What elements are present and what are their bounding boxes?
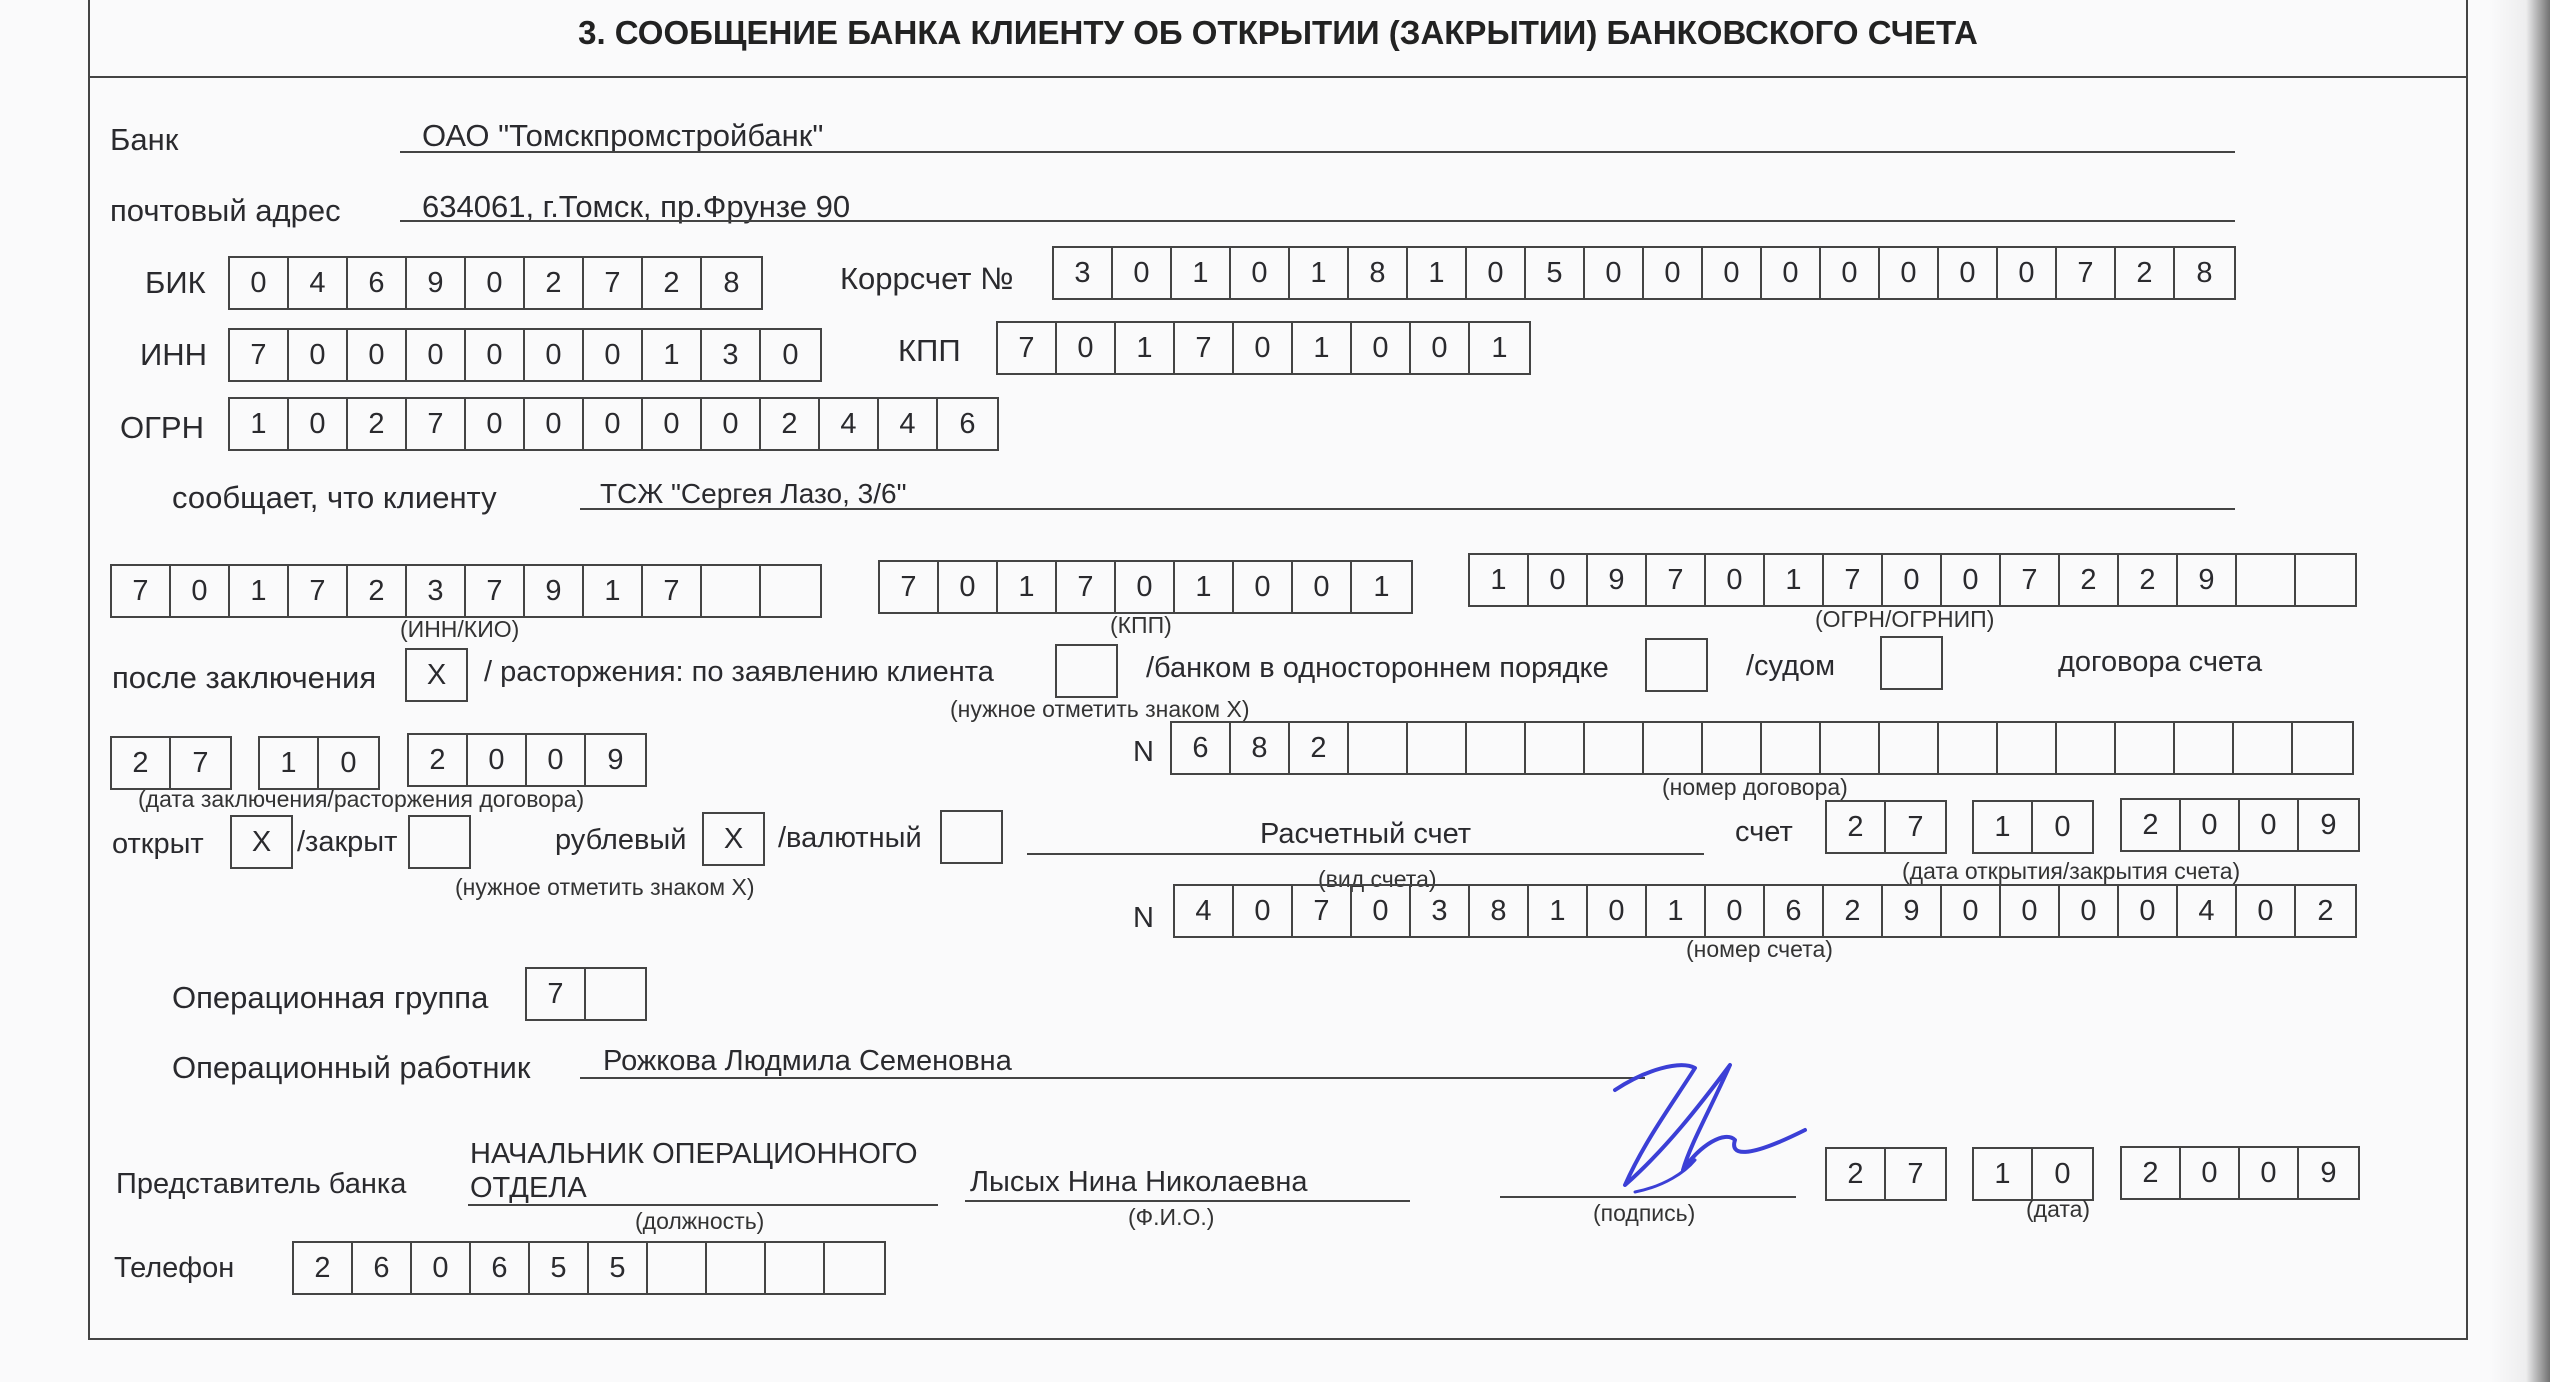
contract-date-day xyxy=(110,736,232,790)
account-label: счет xyxy=(1735,816,1793,848)
checkbox-mark: X xyxy=(723,822,744,855)
digit-cell: 0 xyxy=(2181,1148,2240,1198)
digit-cell: 0 xyxy=(1706,555,1765,605)
digit-cell: 0 xyxy=(1234,886,1293,936)
bik-cells xyxy=(228,256,763,310)
digit-cell: 1 xyxy=(643,330,702,380)
digit-cell: 6 xyxy=(471,1243,530,1293)
digit-cell: 1 xyxy=(584,566,643,616)
digit-cell xyxy=(2234,723,2293,773)
after-label: после заключения xyxy=(112,660,377,695)
op-worker-underline xyxy=(580,1077,1645,1079)
digit-cell: 6 xyxy=(353,1243,412,1293)
digit-cell: 0 xyxy=(702,399,761,449)
contract-date-caption: (дата заключения/расторжения договора) xyxy=(138,786,585,812)
rep-name-underline xyxy=(965,1200,1410,1202)
digit-cell: 2 xyxy=(761,399,820,449)
opened-checkbox[interactable] xyxy=(230,815,293,869)
signature-caption: (подпись) xyxy=(1593,1200,1696,1226)
digit-cell: 1 xyxy=(1974,802,2033,852)
digit-cell: 0 xyxy=(407,330,466,380)
digit-cell: 3 xyxy=(702,330,761,380)
digit-cell: 0 xyxy=(340,746,357,779)
checkbox-mark xyxy=(1882,638,1941,688)
bank-underline xyxy=(400,151,2235,153)
digit-cell: 0 xyxy=(1234,323,1293,373)
ogrn-label: ОГРН xyxy=(120,410,204,445)
contract-label: договора счета xyxy=(2058,646,2263,678)
client-value: ТСЖ "Сергея Лазо, 3/6" xyxy=(600,478,907,509)
digit-cell: 7 xyxy=(527,969,586,1019)
digit-cell: 7 xyxy=(584,258,643,308)
digit-cell: 9 xyxy=(2320,808,2337,841)
rep-date-month xyxy=(1972,1147,2094,1201)
digit-cell: 0 xyxy=(584,399,643,449)
form-title: 3. СООБЩЕНИЕ БАНКА КЛИЕНТУ ОБ ОТКРЫТИИ (ЗАКРЫТИИ) БАНКОВСКОГО СЧЕТА xyxy=(578,14,1978,51)
digit-cell: 0 xyxy=(412,1243,471,1293)
digit-cell: 0 xyxy=(289,399,348,449)
address-value: 634061, г.Томск, пр.Фрунзе 90 xyxy=(422,189,851,224)
checkbox-mark: X xyxy=(426,658,447,691)
digit-cell xyxy=(1703,723,1762,773)
digit-cell: 8 xyxy=(1349,248,1408,298)
digit-cell: 0 xyxy=(527,735,586,785)
digit-cell: 7 xyxy=(230,330,289,380)
digit-cell: 0 xyxy=(171,566,230,616)
address-label: почтовый адрес xyxy=(110,193,341,228)
digit-cell xyxy=(1526,723,1585,773)
digit-cell: 7 xyxy=(880,562,939,612)
digit-cell: 0 xyxy=(1939,248,1998,298)
digit-cell: 1 xyxy=(1647,886,1706,936)
account-date-day xyxy=(1825,800,1947,854)
digit-cell: 0 xyxy=(643,399,702,449)
digit-cell xyxy=(1939,723,1998,773)
inn-label: ИНН xyxy=(140,337,208,372)
digit-cell: 4 xyxy=(289,258,348,308)
digit-cell: 7 xyxy=(1824,555,1883,605)
digit-cell: 7 xyxy=(112,566,171,616)
digit-cell: 0 xyxy=(1529,555,1588,605)
digit-cell: 7 xyxy=(407,399,466,449)
digit-cell: 7 xyxy=(466,566,525,616)
account-type-caption: (вид счета) xyxy=(1318,866,1437,892)
kpp-cells xyxy=(996,321,1531,375)
digit-cell: 9 xyxy=(2178,555,2237,605)
digit-cell: 7 xyxy=(643,566,702,616)
rep-date-year xyxy=(2120,1146,2360,1200)
digit-cell: 7 xyxy=(2001,555,2060,605)
digit-cell: 1 xyxy=(1116,323,1175,373)
digit-cell: 0 xyxy=(1942,555,2001,605)
rep-position-line1: НАЧАЛЬНИК ОПЕРАЦИОННОГО xyxy=(470,1138,918,1170)
digit-cell: 2 xyxy=(1824,886,1883,936)
closed-checkbox[interactable] xyxy=(408,815,471,869)
digit-cell: 0 xyxy=(1762,248,1821,298)
client-underline xyxy=(580,508,2235,510)
digit-cell: 0 xyxy=(1644,248,1703,298)
digit-cell: 7 xyxy=(1907,1157,1924,1190)
digit-cell: 0 xyxy=(466,258,525,308)
by-bank-label: /банком в одностороннем порядке xyxy=(1146,652,1609,684)
rep-date-day xyxy=(1825,1147,1947,1201)
bank-label: Банк xyxy=(110,122,179,157)
digit-cell xyxy=(2175,723,2234,773)
digit-cell xyxy=(766,1243,825,1293)
termination-label: / расторжения: по заявлению клиента xyxy=(484,656,994,688)
contract-number-cells xyxy=(1170,721,2354,775)
digit-cell: 4 xyxy=(820,399,879,449)
digit-cell: 0 xyxy=(1234,562,1293,612)
digit-cell: 0 xyxy=(2240,1148,2299,1198)
account-number-caption: (номер счета) xyxy=(1686,936,1833,962)
corr-label: Коррсчет № xyxy=(840,261,1014,296)
digit-cell: 1 xyxy=(1175,562,1234,612)
digit-cell: 9 xyxy=(525,566,584,616)
digit-cell: 2 xyxy=(409,735,468,785)
digit-cell: 0 xyxy=(468,735,527,785)
digit-cell: 0 xyxy=(1588,886,1647,936)
digit-cell: 2 xyxy=(643,258,702,308)
digit-cell xyxy=(648,1243,707,1293)
rep-name-caption: (Ф.И.О.) xyxy=(1128,1204,1215,1230)
digit-cell: 8 xyxy=(1231,723,1290,773)
digit-cell xyxy=(1408,723,1467,773)
digit-cell: 0 xyxy=(939,562,998,612)
digit-cell: 2 xyxy=(2060,555,2119,605)
digit-cell: 1 xyxy=(1290,248,1349,298)
by-bank-checkbox[interactable] xyxy=(1645,638,1708,692)
digit-cell: 0 xyxy=(2060,886,2119,936)
digit-cell xyxy=(707,1243,766,1293)
digit-cell xyxy=(1467,723,1526,773)
digit-cell: 9 xyxy=(1588,555,1647,605)
digit-cell: 1 xyxy=(1529,886,1588,936)
digit-cell: 3 xyxy=(1411,886,1470,936)
digit-cell: 0 xyxy=(466,330,525,380)
digit-cell: 7 xyxy=(192,746,209,779)
digit-cell: 1 xyxy=(230,399,289,449)
digit-cell: 2 xyxy=(2122,1148,2181,1198)
bank-value: ОАО "Томскпромстройбанк" xyxy=(422,118,824,153)
digit-cell: 9 xyxy=(607,743,624,776)
contract-date-month xyxy=(258,736,380,790)
checkbox-mark xyxy=(1057,646,1116,696)
digit-cell: 6 xyxy=(1765,886,1824,936)
digit-cell xyxy=(1762,723,1821,773)
digit-cell: 2 xyxy=(348,399,407,449)
account-date-year xyxy=(2120,798,2360,852)
digit-cell: 1 xyxy=(1491,331,1508,364)
digit-cell: 2 xyxy=(1827,1149,1886,1199)
digit-cell: 1 xyxy=(1765,555,1824,605)
digit-cell: 7 xyxy=(289,566,348,616)
account-type-value: Расчетный счет xyxy=(1260,818,1472,850)
digit-cell: 0 xyxy=(348,330,407,380)
digit-cell: 6 xyxy=(959,407,976,440)
signature-graphic xyxy=(1605,1060,1815,1210)
digit-cell: 0 xyxy=(1821,248,1880,298)
corr-cells xyxy=(1052,246,2236,300)
digit-cell: 1 xyxy=(1470,555,1529,605)
digit-cell xyxy=(1998,723,2057,773)
digit-cell xyxy=(1349,723,1408,773)
digit-cell: 0 xyxy=(1113,248,1172,298)
digit-cell: 0 xyxy=(584,330,643,380)
digit-cell: 0 xyxy=(525,399,584,449)
op-group-cells xyxy=(525,967,647,1021)
inn-cells xyxy=(228,328,822,382)
digit-cell xyxy=(1821,723,1880,773)
contract-number-prefix: N xyxy=(1133,736,1154,768)
digit-cell: 9 xyxy=(2320,1156,2337,1189)
digit-cell: 7 xyxy=(1907,810,1924,843)
currency-checkbox[interactable] xyxy=(940,810,1003,864)
account-mark-note: (нужное отметить знаком Х) xyxy=(455,874,755,900)
rep-label: Представитель банка xyxy=(116,1168,407,1200)
digit-cell: 0 xyxy=(782,338,799,371)
client-label: сообщает, что клиенту xyxy=(172,480,497,515)
account-number-cells xyxy=(1173,884,2357,938)
digit-cell xyxy=(761,566,820,616)
digit-cell: 0 xyxy=(1411,323,1470,373)
contract-number-caption: (номер договора) xyxy=(1662,774,1848,800)
digit-cell: 0 xyxy=(1231,248,1290,298)
digit-cell: 1 xyxy=(230,566,289,616)
rep-position-caption: (должность) xyxy=(635,1208,765,1234)
digit-cell: 0 xyxy=(289,330,348,380)
digit-cell: 5 xyxy=(1526,248,1585,298)
digit-cell: 2 xyxy=(1827,802,1886,852)
digit-cell: 6 xyxy=(348,258,407,308)
digit-cell: 2 xyxy=(294,1243,353,1293)
phone-label: Телефон xyxy=(114,1252,235,1284)
rub-label: рублевый xyxy=(555,824,687,856)
ogrn-cells xyxy=(228,397,999,451)
digit-cell xyxy=(1585,723,1644,773)
rep-position-line2: ОТДЕЛА xyxy=(470,1172,587,1204)
digit-cell: 8 xyxy=(1470,886,1529,936)
by-court-checkbox[interactable] xyxy=(1880,636,1943,690)
digit-cell: 8 xyxy=(2196,256,2213,289)
digit-cell: 7 xyxy=(1647,555,1706,605)
digit-cell: 1 xyxy=(1293,323,1352,373)
digit-cell: 0 xyxy=(1352,323,1411,373)
digit-cell: 2 xyxy=(2317,894,2334,927)
digit-cell: 0 xyxy=(1585,248,1644,298)
digit-cell: 0 xyxy=(1057,323,1116,373)
digit-cell: 0 xyxy=(1706,886,1765,936)
phone-cells xyxy=(292,1241,886,1295)
digit-cell: 5 xyxy=(530,1243,589,1293)
client-inn-caption: (ИНН/КИО) xyxy=(400,616,520,642)
digit-cell: 0 xyxy=(2240,800,2299,850)
digit-cell: 0 xyxy=(230,258,289,308)
bik-label: БИК xyxy=(145,265,206,300)
digit-cell: 0 xyxy=(1352,886,1411,936)
digit-cell xyxy=(1880,723,1939,773)
opened-label: открыт xyxy=(112,828,204,860)
digit-cell: 2 xyxy=(2119,555,2178,605)
digit-cell: 0 xyxy=(1880,248,1939,298)
digit-cell: 1 xyxy=(1373,570,1390,603)
checkbox-mark xyxy=(410,817,469,867)
digit-cell xyxy=(2237,555,2296,605)
digit-cell: 1 xyxy=(260,738,319,788)
digit-cell: 4 xyxy=(879,399,938,449)
checkbox-mark xyxy=(942,812,1001,862)
digit-cell: 7 xyxy=(998,323,1057,373)
digit-cell: 0 xyxy=(1467,248,1526,298)
digit-cell: 0 xyxy=(1116,562,1175,612)
digit-cell: 0 xyxy=(466,399,525,449)
digit-cell: 1 xyxy=(1974,1149,2033,1199)
digit-cell: 6 xyxy=(1172,723,1231,773)
account-date-month xyxy=(1972,800,2094,854)
client-ogrn-caption: (ОГРН/ОГРНИП) xyxy=(1815,606,1995,632)
rep-position-underline xyxy=(468,1204,938,1206)
scan-edge-shadow xyxy=(2490,0,2550,1382)
digit-cell xyxy=(2116,723,2175,773)
op-worker-label: Операционный работник xyxy=(172,1050,531,1085)
contract-mark-note: (нужное отметить знаком Х) xyxy=(950,696,1250,722)
account-date-caption: (дата открытия/закрытия счета) xyxy=(1902,858,2241,884)
digit-cell xyxy=(1644,723,1703,773)
checkbox-mark xyxy=(1647,640,1706,690)
after-checkbox[interactable] xyxy=(405,648,468,702)
rep-date-caption: (дата) xyxy=(2026,1196,2091,1222)
digit-cell: 0 xyxy=(2054,810,2071,843)
digit-cell: 7 xyxy=(1175,323,1234,373)
client-inn-cells xyxy=(110,564,822,618)
by-client-checkbox[interactable] xyxy=(1055,644,1118,698)
client-kpp-cells xyxy=(878,560,1413,614)
op-worker-value: Рожкова Людмила Семеновна xyxy=(603,1045,1012,1077)
digit-cell: 2 xyxy=(348,566,407,616)
digit-cell xyxy=(2057,723,2116,773)
by-court-label: /судом xyxy=(1746,650,1836,682)
currency-label: /валютный xyxy=(778,822,922,854)
rep-name: Лысых Нина Николаевна xyxy=(970,1166,1308,1198)
digit-cell: 4 xyxy=(2178,886,2237,936)
digit-cell: 7 xyxy=(1057,562,1116,612)
digit-cell: 0 xyxy=(1942,886,2001,936)
digit-cell: 0 xyxy=(2237,886,2296,936)
rub-checkbox[interactable] xyxy=(702,812,765,866)
kpp-label: КПП xyxy=(898,333,961,368)
digit-cell: 3 xyxy=(407,566,466,616)
digit-cell: 4 xyxy=(1175,886,1234,936)
digit-cell: 0 xyxy=(525,330,584,380)
checkbox-mark: X xyxy=(251,825,272,858)
digit-cell xyxy=(586,969,645,1019)
op-group-label: Операционная группа xyxy=(172,980,489,1015)
client-kpp-caption: (КПП) xyxy=(1110,612,1172,638)
digit-cell: 7 xyxy=(2057,248,2116,298)
digit-cell: 1 xyxy=(1408,248,1467,298)
digit-cell: 0 xyxy=(1883,555,1942,605)
digit-cell xyxy=(825,1243,884,1293)
digit-cell: 2 xyxy=(1290,723,1349,773)
digit-cell: 0 xyxy=(1998,248,2057,298)
digit-cell: 1 xyxy=(998,562,1057,612)
client-ogrn-cells xyxy=(1468,553,2357,607)
contract-date-year xyxy=(407,733,647,787)
digit-cell: 0 xyxy=(2119,886,2178,936)
digit-cell: 2 xyxy=(112,738,171,788)
account-type-underline xyxy=(1027,853,1704,855)
digit-cell: 2 xyxy=(525,258,584,308)
digit-cell: 0 xyxy=(2001,886,2060,936)
digit-cell: 0 xyxy=(2054,1157,2071,1190)
digit-cell: 2 xyxy=(2116,248,2175,298)
digit-cell xyxy=(2296,555,2355,605)
digit-cell: 9 xyxy=(1883,886,1942,936)
digit-cell: 0 xyxy=(2181,800,2240,850)
closed-label: /закрыт xyxy=(297,826,398,858)
digit-cell: 3 xyxy=(1054,248,1113,298)
digit-cell: 5 xyxy=(589,1243,648,1293)
digit-cell: 9 xyxy=(407,258,466,308)
digit-cell: 0 xyxy=(1703,248,1762,298)
digit-cell: 2 xyxy=(2122,800,2181,850)
digit-cell: 1 xyxy=(1172,248,1231,298)
digit-cell xyxy=(2293,723,2352,773)
digit-cell: 7 xyxy=(1293,886,1352,936)
digit-cell: 8 xyxy=(723,266,740,299)
digit-cell: 0 xyxy=(1293,562,1352,612)
digit-cell xyxy=(702,566,761,616)
address-underline xyxy=(400,220,2235,222)
account-number-prefix: N xyxy=(1133,902,1154,934)
